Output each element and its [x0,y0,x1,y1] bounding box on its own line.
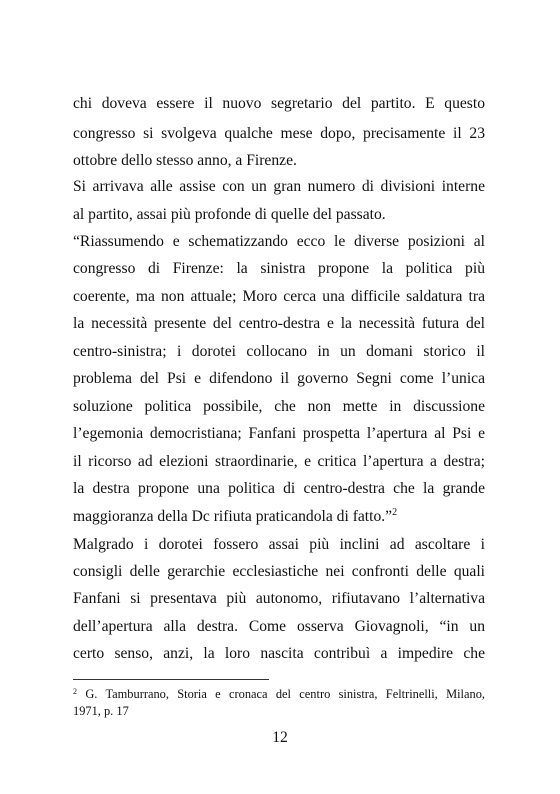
quote-line-2: congresso di Firenze: la sinistra propone la politica più [73,260,485,277]
body-line-8: Fanfani si presentava più autonomo, rifiutavano l’alternativa [73,590,485,607]
body-line-5: al partito, assai più profonde di quelle del passato. [73,206,386,223]
footnote-separator [73,679,269,680]
body-line-1: chi doveva essere il nuovo segretario del partito. E questo [73,95,485,112]
quote-line-11 [73,507,485,527]
footnote-reference[interactable]: 2 [392,507,398,518]
footnote-line-2: 1971, p. 17 [73,704,129,718]
footnote-text-1: G. Tamburrano, Storia e cronaca del centro sinistra, Feltrinelli, Milano, [77,687,485,701]
footnote-marker: 2 [73,687,77,696]
footnote-line-1 [73,686,485,702]
quote-line-10: la destra propone una politica di centro-destra che la grande [73,480,485,497]
quote-line-11-text: maggioranza della Dc rifiuta praticandola di fatto.” [73,508,393,525]
body-line-3: ottobre dello stesso anno, a Firenze. [73,152,297,169]
body-line-4: Si arrivava alle assise con un gran numero di divisioni interne [73,178,485,195]
quote-line-1: “Riassumendo e schematizzando ecco le diverse posizioni al [73,233,485,250]
quote-line-9: il ricorso ad elezioni straordinarie, e critica l’apertura a destra; [73,453,485,470]
body-line-7: consigli delle gerarchie ecclesiastiche nei confronti delle quali [73,563,485,580]
body-line-2: congresso si svolgeva qualche mese dopo, precisamente il 23 [73,125,485,142]
quote-line-4: la necessità presente del centro-destra e la necessità futura del [73,315,485,332]
quote-line-6: problema del Psi e difendono il governo Segni come l’unica [73,370,485,387]
body-line-6: Malgrado i dorotei fossero assai più inclini ad ascoltare i [73,536,485,553]
body-line-10: certo senso, anzi, la loro nascita contribuì a impedire che [73,645,485,662]
body-line-9: dell’apertura alla destra. Come osserva Giovagnoli, “in un [73,618,485,635]
quote-line-7: soluzione politica possibile, che non mette in discussione [73,398,485,415]
quote-line-5: centro-sinistra; i dorotei collocano in un domani storico il [73,343,485,360]
quote-line-3: coerente, ma non attuale; Moro cerca una difficile saldatura tra [73,288,485,305]
quote-line-8: l’egemonia democristiana; Fanfani prospetta l’apertura al Psi e [73,425,485,442]
page-number: 12 [272,729,288,746]
